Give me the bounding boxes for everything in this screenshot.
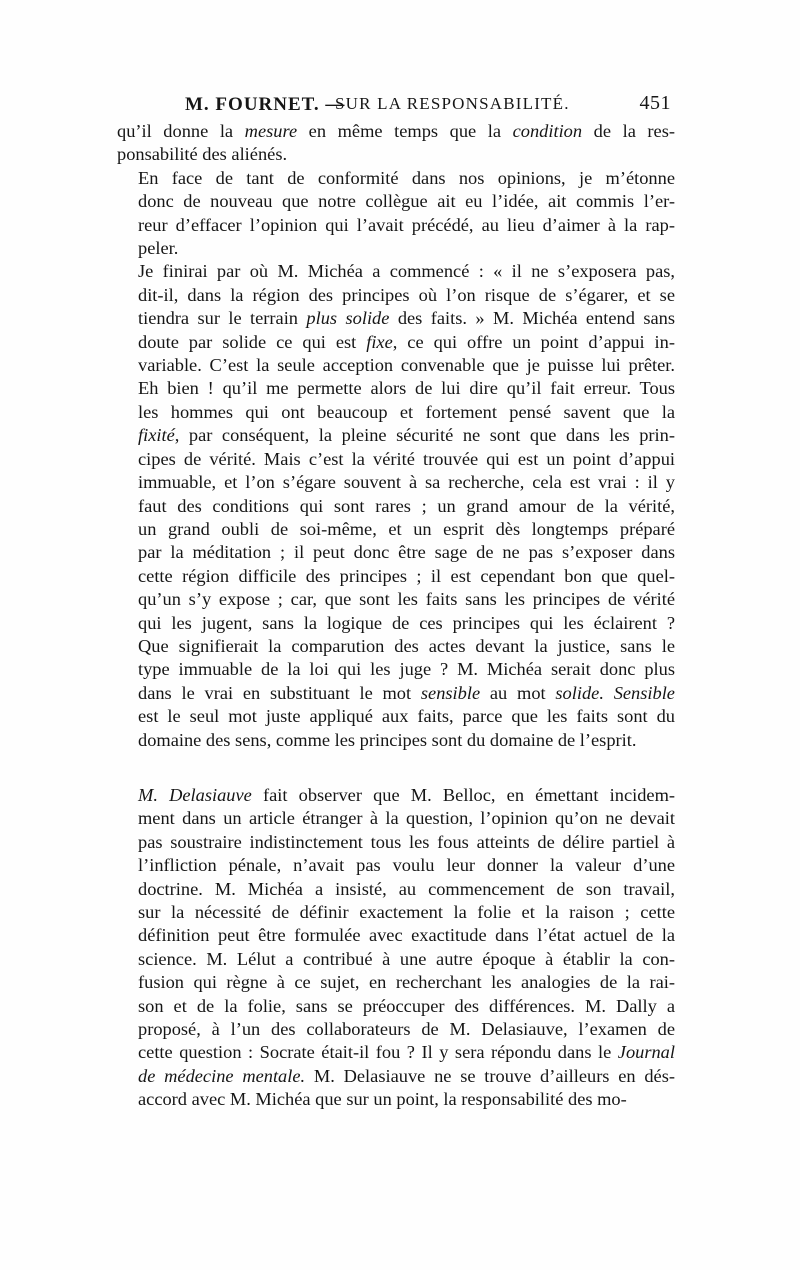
text-run: M. Delasiauve ne se trouve d’ailleurs en dés- [305, 1065, 675, 1086]
text-run: l’infliction pénale, n’avait pas voulu leur donner la valeur d’une [138, 855, 675, 876]
text-run: domaine des sens, comme les principes sont du domaine de l’esprit. [138, 729, 637, 750]
text-line [117, 831, 675, 854]
italic-run: plus solide [306, 308, 390, 329]
text-run: sur la nécessité de définir exactement la folie et la raison ; cette [138, 902, 675, 922]
text-line [117, 995, 675, 1018]
text-run: ment dans un article étranger à la question, l’opinion qu’on ne devait [138, 808, 675, 829]
text-run: cette région difficile des principes ; il est cependant bon que quel- [138, 565, 675, 586]
page-number: 451 [639, 92, 671, 114]
text-line [117, 377, 675, 400]
text-line [117, 307, 675, 330]
text-run [604, 683, 614, 703]
text-line [117, 190, 675, 213]
text-run: cette question : Socrate était-il fou ? Il y sera répondu dans le [138, 1042, 618, 1063]
text-line [117, 854, 675, 877]
text-run: faut des conditions qui sont rares ; un grand amour de la vérité, [138, 495, 675, 516]
text-run: Eh bien ! qu’il me permette alors de lui dire qu’il fait erreur. Tous [138, 378, 675, 399]
section-fournet [117, 120, 675, 752]
text-run: Que signifierait la comparution des actes devant la justice, sans le [138, 635, 675, 656]
text-run: fusion qui règne à ce sujet, en recherchant les analogies de la rai- [138, 972, 675, 993]
text-line [117, 565, 675, 588]
running-head [117, 90, 675, 120]
text-line [117, 588, 675, 611]
text-run: est le seul mot juste appliqué aux faits, parce que les faits sont du [138, 706, 675, 727]
running-head-title: SUR LA RESPONSABILITÉ. [335, 94, 570, 113]
text-run: tiendra sur le terrain [138, 308, 307, 329]
italic-run: fixité [138, 425, 175, 446]
text-line [117, 518, 675, 541]
italic-run: fixe [366, 331, 393, 352]
text-line [117, 971, 675, 994]
text-line [117, 682, 675, 705]
italic-run: Sensible [613, 682, 675, 703]
text-run: pas soustraire indistinctement tous les fous atteints de délire partiel à [138, 831, 675, 852]
text-run: au mot [480, 682, 556, 703]
text-run: son et de la folie, sans se préoccuper des différences. M. Dally a [138, 995, 675, 1016]
text-line [117, 541, 675, 564]
text-run: en même temps que la [297, 121, 513, 141]
text-run: ponsabilité des aliénés. [117, 144, 288, 165]
italic-run: de médecine mentale. [138, 1065, 306, 1086]
text-line [117, 143, 675, 166]
text-line [117, 901, 675, 924]
text-line [117, 729, 675, 752]
text-run: peler. [138, 238, 179, 259]
text-run: , ce qui offre un point d’appui in- [392, 331, 675, 352]
text-line [117, 424, 675, 447]
text-run: dans le vrai en substituant le mot [138, 682, 421, 703]
text-run: fait observer que M. Belloc, en émettant incidem- [251, 784, 675, 805]
text-line [117, 924, 675, 947]
text-line [117, 807, 675, 830]
text-line [117, 635, 675, 658]
text-line [117, 705, 675, 728]
text-line [117, 214, 675, 237]
text-column [117, 90, 675, 1112]
text-run: Je finirai par où M. Michéa a commencé : « il ne s’exposera pas, [138, 261, 675, 282]
text-line [117, 1041, 675, 1064]
text-run: des faits. » M. Michéa entend sans [389, 308, 675, 329]
paragraph-1 [117, 120, 675, 167]
text-line [117, 331, 675, 354]
paragraph-delasiauve [117, 784, 675, 1112]
paragraph-2 [117, 167, 675, 261]
text-line [117, 495, 675, 518]
text-run: doute par solide ce qui est [138, 331, 367, 352]
text-line [117, 237, 675, 260]
text-line [117, 120, 675, 143]
section-delasiauve [117, 784, 675, 1112]
text-line [117, 284, 675, 307]
paragraph-3 [117, 260, 675, 752]
text-run: cipes de vérité. Mais c’est la vérité trouvée qui est un point d’appui [138, 448, 675, 469]
text-line [117, 948, 675, 971]
italic-run: sensible [420, 682, 481, 703]
text-run: les hommes qui ont beaucoup et fortement pensé savent que la [138, 401, 675, 422]
text-line [117, 471, 675, 494]
text-line [117, 1088, 675, 1111]
text-line [117, 167, 675, 190]
text-run: dit-il, dans la région des principes où l’on risque de s’égarer, et se [138, 284, 675, 305]
text-run: En face de tant de conformité dans nos opinions, je m’étonne [138, 167, 675, 188]
text-line [117, 612, 675, 635]
text-run: définition peut être formulée avec exactitude dans l’état actuel de la [138, 925, 675, 946]
text-line [117, 1065, 675, 1088]
text-line [117, 354, 675, 377]
text-run: accord avec M. Michéa que sur un point, la responsabilité des mo- [138, 1089, 627, 1110]
italic-run: solide. [555, 682, 604, 703]
text-run: par la méditation ; il peut donc être sage de ne pas s’exposer dans [138, 542, 675, 563]
text-run: qui les jugent, sans la logique de ces principes qui les éclairent ? [138, 612, 675, 633]
italic-run: M. Delasiauve [138, 784, 252, 805]
text-run: immuable, et l’on s’égare souvent à sa recherche, cela est vrai : il y [138, 472, 675, 493]
italic-run: Journal [617, 1042, 675, 1063]
text-run: , par conséquent, la pleine sécurité ne sont que dans les prin- [174, 425, 675, 446]
text-run: donc de nouveau que notre collègue ait eu l’idée, ait commis l’er- [138, 191, 675, 212]
text-line [117, 448, 675, 471]
running-head-author: M. FOURNET. — [185, 94, 346, 115]
text-line [117, 260, 675, 283]
text-run: qu’un s’y expose ; car, que sont les faits sans les principes de vérité [138, 589, 675, 610]
text-run: qu’il donne la [117, 121, 245, 141]
text-line [117, 658, 675, 681]
text-line [117, 401, 675, 424]
text-run: un grand oubli de soi-même, et un esprit dès longtemps préparé [138, 518, 675, 539]
text-line [117, 784, 675, 807]
italic-run: mesure [244, 121, 298, 141]
text-run: science. M. Lélut a contribué à une autre époque à établir la con- [138, 948, 675, 969]
text-line [117, 1018, 675, 1041]
text-run: doctrine. M. Michéa a insisté, au commencement de son travail, [138, 878, 675, 899]
text-line [117, 878, 675, 901]
text-run: de la res- [582, 121, 675, 141]
text-run: type immuable de la loi qui les juge ? M. Michéa serait donc plus [138, 659, 675, 680]
italic-run: condition [512, 121, 583, 141]
text-run: variable. C’est la seule acception convenable que je puisse lui prêter. [138, 355, 675, 376]
text-run: reur d’effacer l’opinion qui l’avait précédé, au lieu d’aimer à la rap- [138, 214, 675, 235]
text-run: proposé, à l’un des collaborateurs de M. Delasiauve, l’examen de [138, 1019, 675, 1040]
